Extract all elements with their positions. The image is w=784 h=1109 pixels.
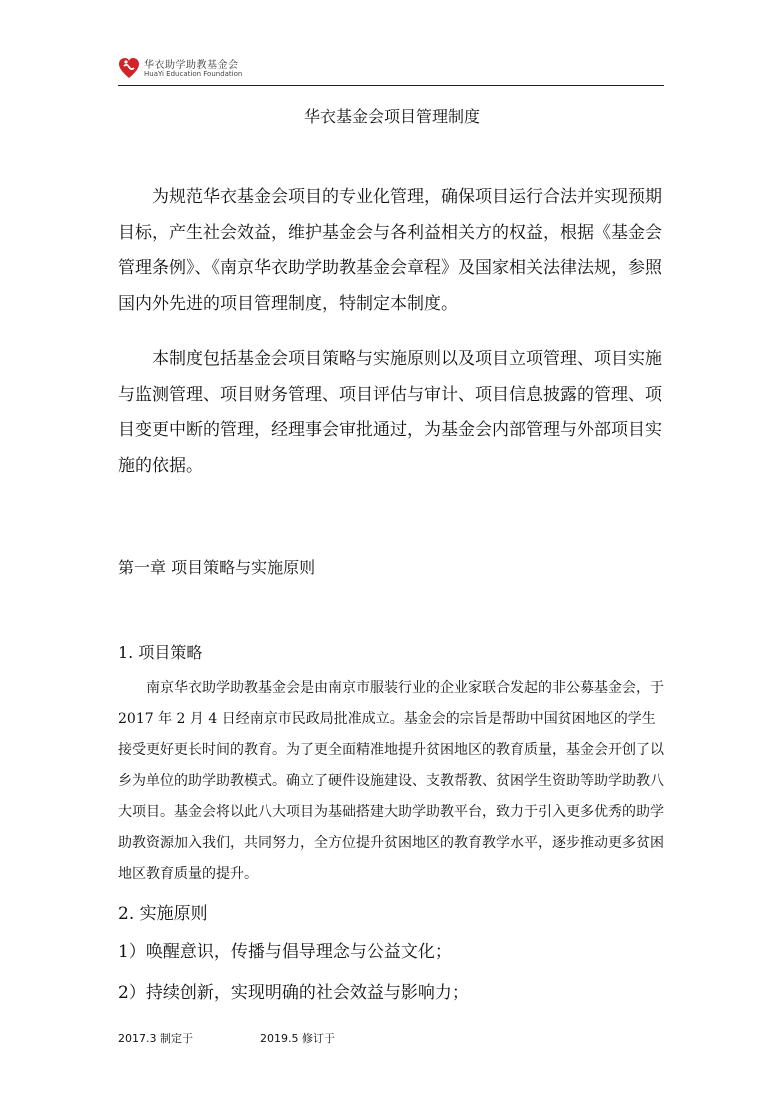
- foundation-logo-icon: [118, 56, 140, 80]
- document-title: 华衣基金会项目管理制度: [303, 107, 480, 126]
- logo-english-name: HuaYi Education Foundation: [144, 70, 243, 78]
- header-divider: [118, 85, 664, 86]
- page-header: [118, 50, 664, 86]
- section-1-body: 南京华衣助学助教基金会是由南京市服装行业的企业家联合发起的非公募基金会，于 2017 年 2 月 4 日经南京市民政局批准成立。基金会的宗旨是帮助中国贫困地区的学生接受更好更长时间的教育。为了更全面精准地提升贫困地区的教育质量，基金会开创了以乡为单位的助学助教模式。确立了硬件设施建设、支教帮教、贫困学生资助等助学助教八大项目。基金会将以此八大项目为基础搭建大助学助教平台，致力于引入更多优秀的助学助教资源加入我们，共同努力，全方位提升贫困地区的教育教学水平，逐步推动更多贫困地区教育质量的提升。: [118, 680, 664, 882]
- section-1-heading: 1. 项目策略: [118, 643, 203, 662]
- logo-chinese-name: 华衣助学助教基金会: [144, 60, 239, 71]
- section-2-heading: 2. 实施原则: [118, 904, 208, 924]
- chapter-heading: 第一章 项目策略与实施原则: [118, 558, 316, 577]
- footer-revised-date: 2019.5 修订于: [260, 1032, 335, 1045]
- intro-paragraph-1: 为规范华衣基金会项目的专业化管理，确保项目运行合法并实现预期目标，产生社会效益，维护基金会与各利益相关方的权益，根据《基金会管理条例》、《南京华衣助学助教基金会章程》及国家相关法律法规，参照国内外先进的项目管理制度，特制定本制度。: [118, 187, 662, 314]
- principle-item-1: 1）唤醒意识，传播与倡导理念与公益文化；: [118, 942, 452, 962]
- intro-paragraph-2: 本制度包括基金会项目策略与实施原则以及项目立项管理、项目实施与监测管理、项目财务管理、项目评估与审计、项目信息披露的管理、项目变更中断的管理，经理事会审批通过，为基金会内部管理与外部项目实施的依据。: [118, 349, 662, 476]
- footer-made-date: 2017.3 制定于: [118, 1032, 193, 1045]
- principle-item-2: 2）持续创新，实现明确的社会效益与影响力；: [118, 983, 469, 1003]
